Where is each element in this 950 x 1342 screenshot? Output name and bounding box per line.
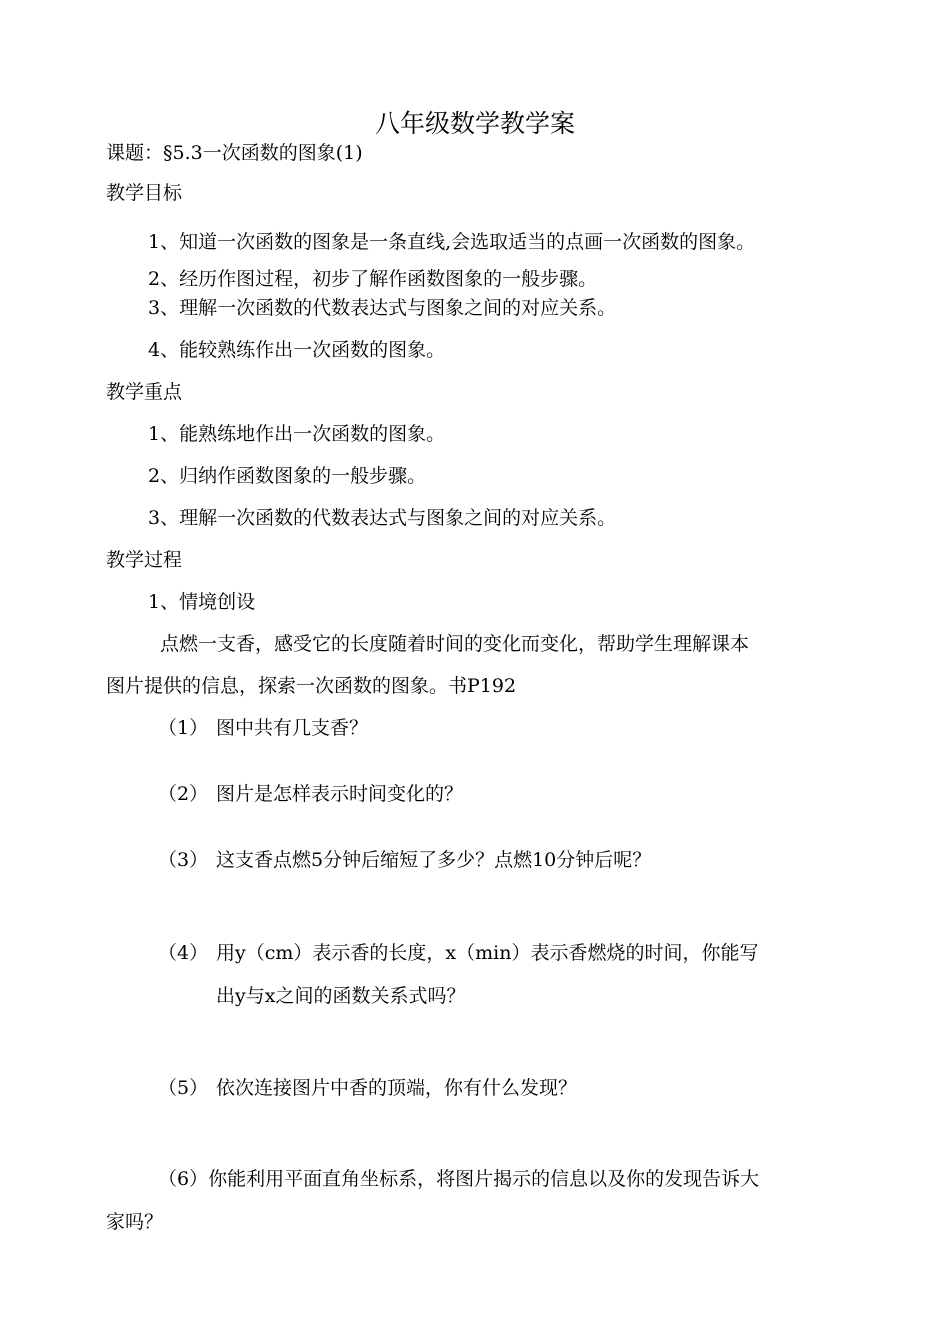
question-number: （2） bbox=[158, 783, 209, 805]
question-text: 这支香点燃5分钟后缩短了多少？点燃10分钟后呢？ bbox=[216, 849, 652, 871]
question-text: 图片是怎样表示时间变化的？ bbox=[216, 783, 464, 805]
question-text: 图中共有几支香？ bbox=[216, 717, 369, 739]
section-heading-process: 教学过程 bbox=[106, 549, 183, 571]
question-6-line: （6）你能利用平面直角坐标系，将图片揭示的信息以及你的发现告诉大 bbox=[158, 1168, 760, 1190]
keypoint-item: 3、理解一次函数的代数表达式与图象之间的对应关系。 bbox=[148, 507, 617, 529]
subsection-heading: 1、情境创设 bbox=[148, 591, 256, 613]
question-item bbox=[158, 715, 368, 741]
question-item bbox=[158, 1075, 577, 1101]
goal-item: 3、理解一次函数的代数表达式与图象之间的对应关系。 bbox=[148, 297, 617, 319]
intro-paragraph-line: 点燃一支香，感受它的长度随着时间的变化而变化，帮助学生理解课本 bbox=[160, 633, 750, 655]
document-title: 八年级数学教学案 bbox=[374, 109, 575, 138]
keypoint-item: 1、能熟练地作出一次函数的图象。 bbox=[148, 423, 446, 445]
goal-item: 4、能较熟练作出一次函数的图象。 bbox=[148, 339, 446, 361]
lesson-topic: 课题：§5.3一次函数的图象(1) bbox=[106, 142, 363, 164]
question-item bbox=[158, 940, 758, 966]
intro-paragraph-line: 图片提供的信息，探索一次函数的图象。书P192 bbox=[106, 675, 517, 697]
goal-item: 2、经历作图过程，初步了解作函数图象的一般步骤。 bbox=[148, 268, 598, 290]
question-item bbox=[158, 847, 651, 873]
question-item bbox=[158, 781, 463, 807]
section-heading-keypoints: 教学重点 bbox=[106, 381, 183, 403]
question-text-continued: 出y与x之间的函数关系式吗？ bbox=[216, 985, 466, 1007]
keypoint-item: 2、归纳作函数图象的一般步骤。 bbox=[148, 465, 427, 487]
question-number: （1） bbox=[158, 717, 209, 739]
question-text: 依次连接图片中香的顶端，你有什么发现？ bbox=[216, 1077, 578, 1099]
question-6-line: 家吗？ bbox=[106, 1211, 164, 1233]
section-heading-goals: 教学目标 bbox=[106, 182, 183, 204]
question-number: （5） bbox=[158, 1077, 209, 1099]
goal-item: 1、知道一次函数的图象是一条直线,会选取适当的点画一次函数的图象。 bbox=[148, 231, 756, 253]
question-number: （4） bbox=[158, 942, 209, 964]
question-text: 用y（cm）表示香的长度，x（min）表示香燃烧的时间，你能写 bbox=[216, 942, 759, 964]
question-number: （3） bbox=[158, 849, 209, 871]
